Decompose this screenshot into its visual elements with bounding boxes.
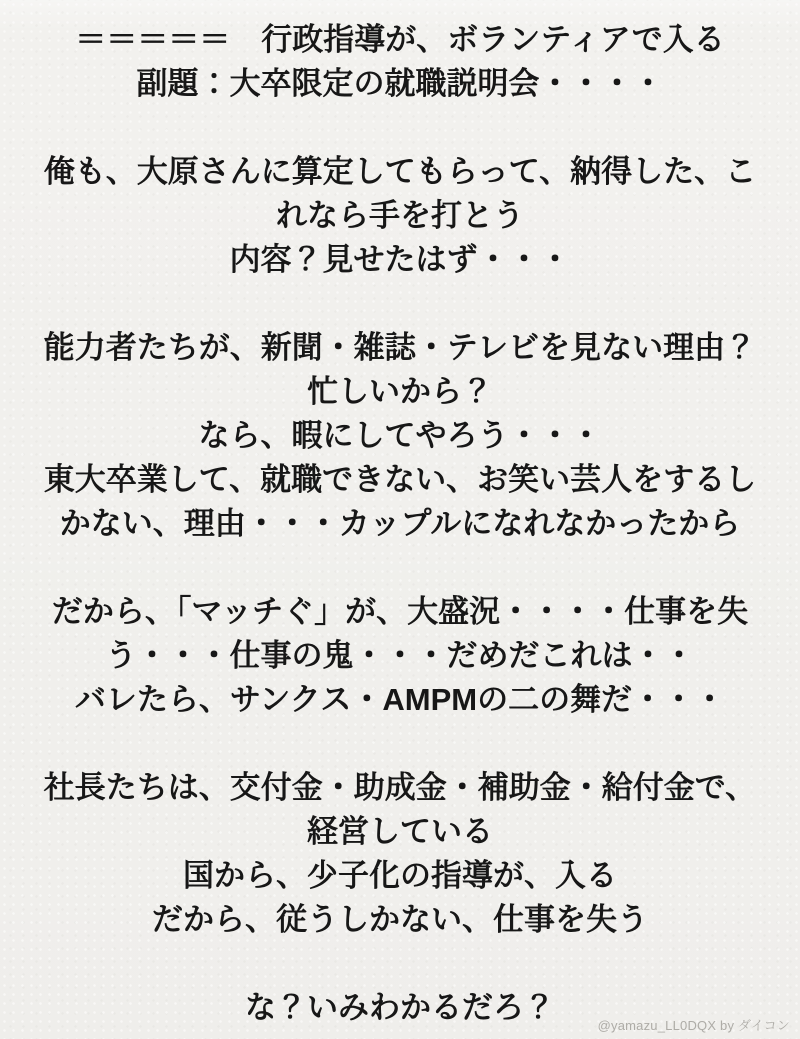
paragraph <box>0 18 800 106</box>
text-line: う・・・仕事の鬼・・・だめだこれは・・ <box>105 638 695 673</box>
text-line: ＝＝＝＝＝ 行政指導が、ボランティアで入る <box>75 22 725 57</box>
text-line: 能力者たちが、新聞・雑誌・テレビを見ない理由？ <box>43 330 757 365</box>
text-line: かない、理由・・・カップルになれなかったから <box>59 506 741 541</box>
text-line: な？いみわかるだろ？ <box>245 990 555 1025</box>
text-line: だから、従うしかない、仕事を失う <box>152 902 648 937</box>
paragraph <box>0 766 800 942</box>
text-line: なら、暇にしてやろう・・・ <box>198 418 602 453</box>
text-line: 俺も、大原さんに算定してもらって、納得した、こ <box>43 154 757 189</box>
text-line: 社長たちは、交付金・助成金・補助金・給付金で、 <box>43 770 757 805</box>
text-line: バレたら、サンクス・AMPMの二の舞だ・・・ <box>74 682 726 717</box>
paragraph <box>0 590 800 722</box>
text-line: だから、「マッチぐ」が、大盛況・・・・仕事を失 <box>51 594 749 629</box>
text-line: れなら手を打とう <box>276 198 524 233</box>
paragraph <box>0 326 800 546</box>
text-line: 東大卒業して、就職できない、お笑い芸人をするし <box>43 462 757 497</box>
text-line: 忙しいから？ <box>307 374 493 409</box>
text-line: 内容？見せたはず・・・ <box>229 242 571 277</box>
watermark-credit: @yamazu_LL0DQX by ダイコン <box>597 1018 790 1033</box>
text-line: 経営している <box>307 814 493 849</box>
document-text <box>0 18 800 1030</box>
text-line: 副題：大卒限定の就職説明会・・・・ <box>136 66 664 101</box>
text-line: 国から、少子化の指導が、入る <box>183 858 617 893</box>
paragraph <box>0 150 800 282</box>
